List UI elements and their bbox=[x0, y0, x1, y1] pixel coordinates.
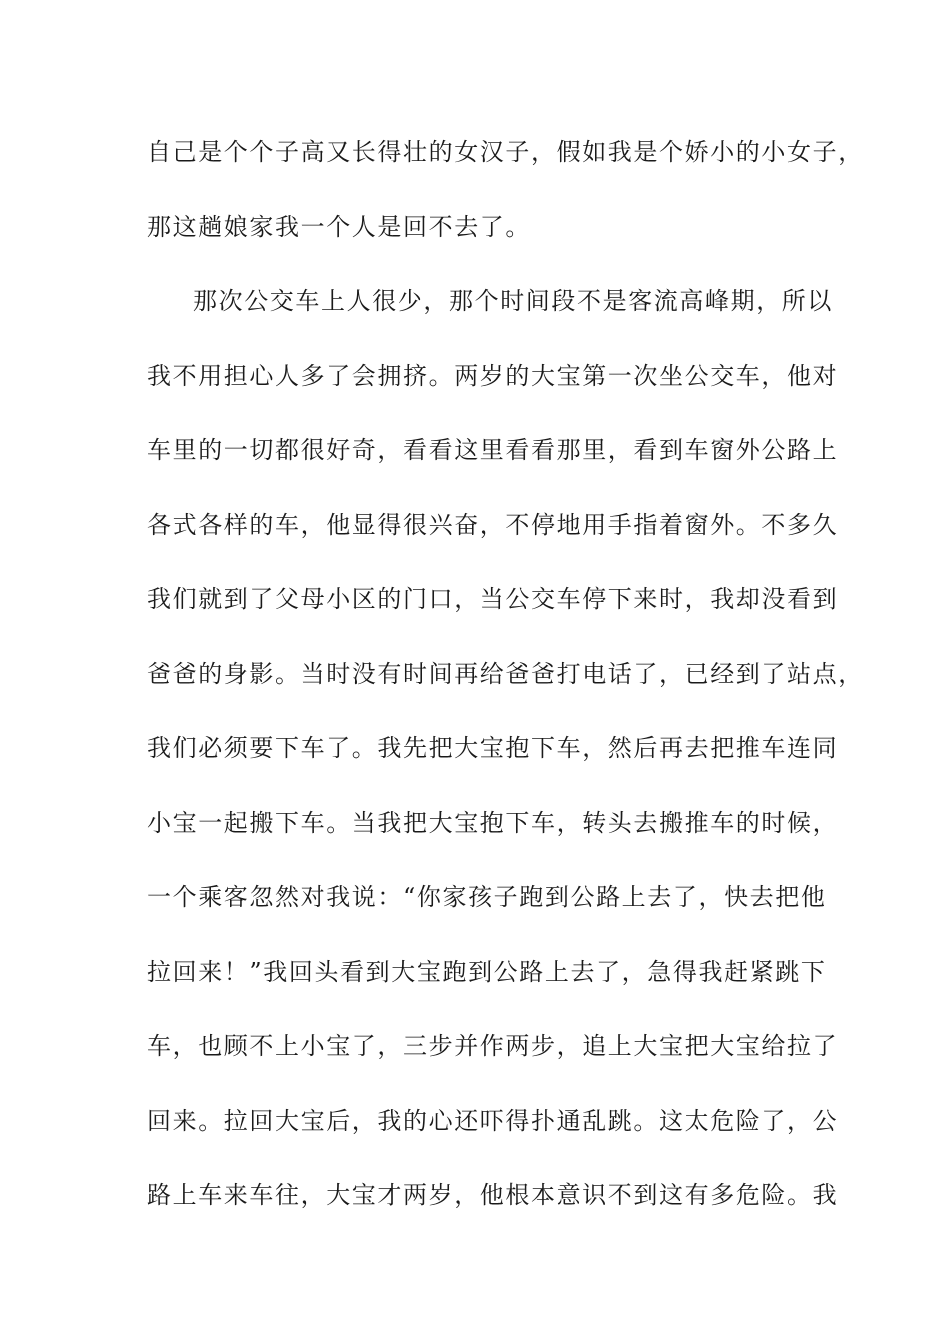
text-line: 拉回来！”我回头看到大宝跑到公路上去了，急得我赶紧跳下 bbox=[147, 957, 827, 986]
body-text bbox=[147, 129, 864, 1247]
text-line: 一个乘客忽然对我说：“你家孩子跑到公路上去了，快去把他 bbox=[147, 883, 827, 911]
text-line: 我们就到了父母小区的门口，当公交车停下来时，我却没看到 bbox=[147, 585, 839, 613]
text-line: 小宝一起搬下车。当我把大宝抱下车，转头去搬推车的时候， bbox=[147, 808, 839, 837]
text-line: 回来。拉回大宝后，我的心还吓得扑通乱跳。这太危险了，公 bbox=[147, 1106, 839, 1135]
text-line: 车，也顾不上小宝了，三步并作两步，追上大宝把大宝给拉了 bbox=[147, 1032, 839, 1060]
text-line: 那这趟娘家我一个人是回不去了。 bbox=[147, 212, 531, 241]
text-line: 我不用担心人多了会拥挤。两岁的大宝第一次坐公交车，他对 bbox=[147, 361, 839, 390]
text-line: 我们必须要下车了。我先把大宝抱下车，然后再去把推车连同 bbox=[147, 734, 839, 762]
text-line: 自己是个个子高又长得壮的女汉子，假如我是个娇小的小女子， bbox=[147, 138, 864, 166]
paragraph-first-line: 那次公交车上人很少，那个时间段不是客流高峰期，所以 bbox=[193, 287, 833, 315]
text-line: 路上车来车往，大宝才两岁，他根本意识不到这有多危险。我 bbox=[147, 1181, 839, 1209]
text-line: 车里的一切都很好奇，看看这里看看那里，看到车窗外公路上 bbox=[147, 436, 839, 464]
text-line: 各式各样的车，他显得很兴奋，不停地用手指着窗外。不多久 bbox=[147, 510, 839, 539]
text-line: 爸爸的身影。当时没有时间再给爸爸打电话了，已经到了站点， bbox=[147, 659, 864, 688]
